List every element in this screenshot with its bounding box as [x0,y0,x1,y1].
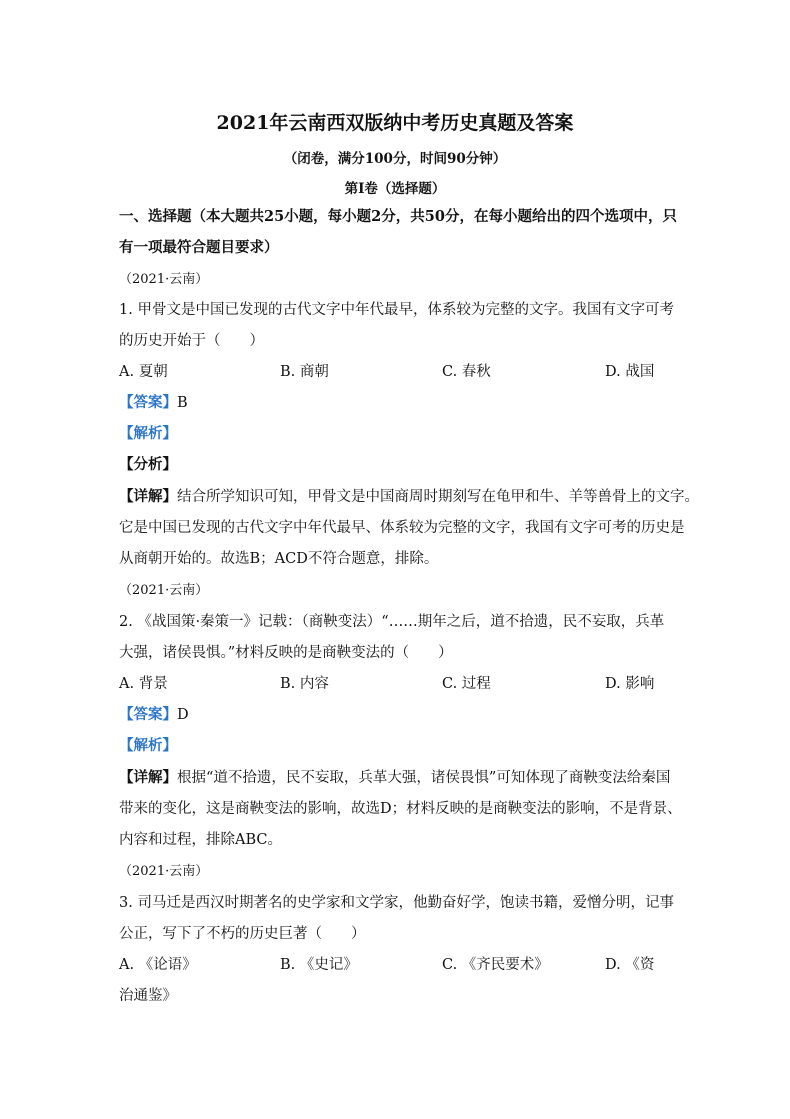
exam-info: （闭卷，满分100分，时间90分钟） [283,151,507,167]
q1-detail-line3: 从商朝开始的。故选B；ACD不符合题意，排除。 [119,551,439,567]
q1-detail-line1 [119,487,699,507]
q1-option-b: B. 商朝 [280,364,329,380]
q2-answer [119,705,189,725]
q1-fenxi-tag: 【分析】 [119,456,177,473]
q1-source: （2021·云南） [119,272,209,287]
q2-stem-line1: 2. 《战国策·秦策一》记载：（商鞅变法）“……期年之后，道不拾遗，民不妄取，兵革 [119,614,665,630]
q2-analysis-tag: 【解析】 [119,737,177,754]
q3-option-d: D. 《资 [605,957,655,973]
section-heading-line1: 一、选择题（本大题共25小题，每小题2分，共50分，在每小题给出的四个选项中，只 [119,208,677,225]
q3-option-a: A. 《论语》 [119,957,197,973]
q3-option-c: C. 《齐民要术》 [442,957,549,973]
page-title: 2021年云南西双版纳中考历史真题及答案 [216,112,574,134]
q1-detail-line2: 它是中国已发现的古代文字中年代最早、体系较为完整的文字，我国有文字可考的历史是 [119,520,685,536]
q1-stem-line1: 1. 甲骨文是中国已发现的古代文字中年代最早，体系较为完整的文字。我国有文字可考 [119,302,674,318]
q1-detail-text1: 结合所学知识可知，甲骨文是中国商周时期刻写在龟甲和牛、羊等兽骨上的文字。 [177,489,699,505]
q2-option-b: B. 内容 [280,676,329,692]
q2-detail-line1 [119,768,670,788]
q2-detail-line2: 带来的变化，这是商鞅变法的影响，故选D；材料反映的是商鞅变法的影响，不是背景、 [119,801,682,817]
q2-source: （2021·云南） [119,583,209,598]
q3-stem-line2: 公正，写下了不朽的历史巨著（ ） [119,926,366,942]
q1-analysis-tag: 【解析】 [119,425,177,442]
q2-detail-line3: 内容和过程，排除ABC。 [119,832,282,848]
q3-stem-line1: 3. 司马迁是西汉时期著名的史学家和文学家，他勤奋好学，饱读书籍，爱憎分明，记事 [119,895,674,911]
q3-option-d-wrap: 治通鉴》 [119,988,177,1004]
q1-answer-tag: 【答案】 [119,394,177,411]
q1-stem-line2: 的历史开始于（ ） [119,333,264,349]
q2-option-a: A. 背景 [119,676,168,692]
q1-detail-tag: 【详解】 [119,488,177,505]
q2-detail-tag: 【详解】 [119,769,177,786]
volume-heading: 第Ⅰ卷（选择题） [344,181,446,197]
q2-option-d: D. 影响 [605,676,655,692]
q2-answer-tag: 【答案】 [119,706,177,723]
q1-answer-value: B [177,395,188,411]
q3-source: （2021·云南） [119,864,209,879]
q2-stem-line2: 大强，诸侯畏惧。”材料反映的是商鞅变法的（ ） [119,645,453,661]
q1-option-d: D. 战国 [605,364,655,380]
q1-option-a: A. 夏朝 [119,364,168,380]
q1-option-c: C. 春秋 [442,364,491,380]
section-heading-line2: 有一项最符合题目要求） [119,239,279,256]
q2-option-c: C. 过程 [442,676,491,692]
q2-detail-text1: 根据“道不拾遗，民不妄取，兵革大强，诸侯畏惧”可知体现了商鞅变法给秦国 [177,770,671,786]
q2-answer-value: D [177,707,189,723]
q3-option-b: B. 《史记》 [280,957,358,973]
q1-answer [119,393,188,413]
